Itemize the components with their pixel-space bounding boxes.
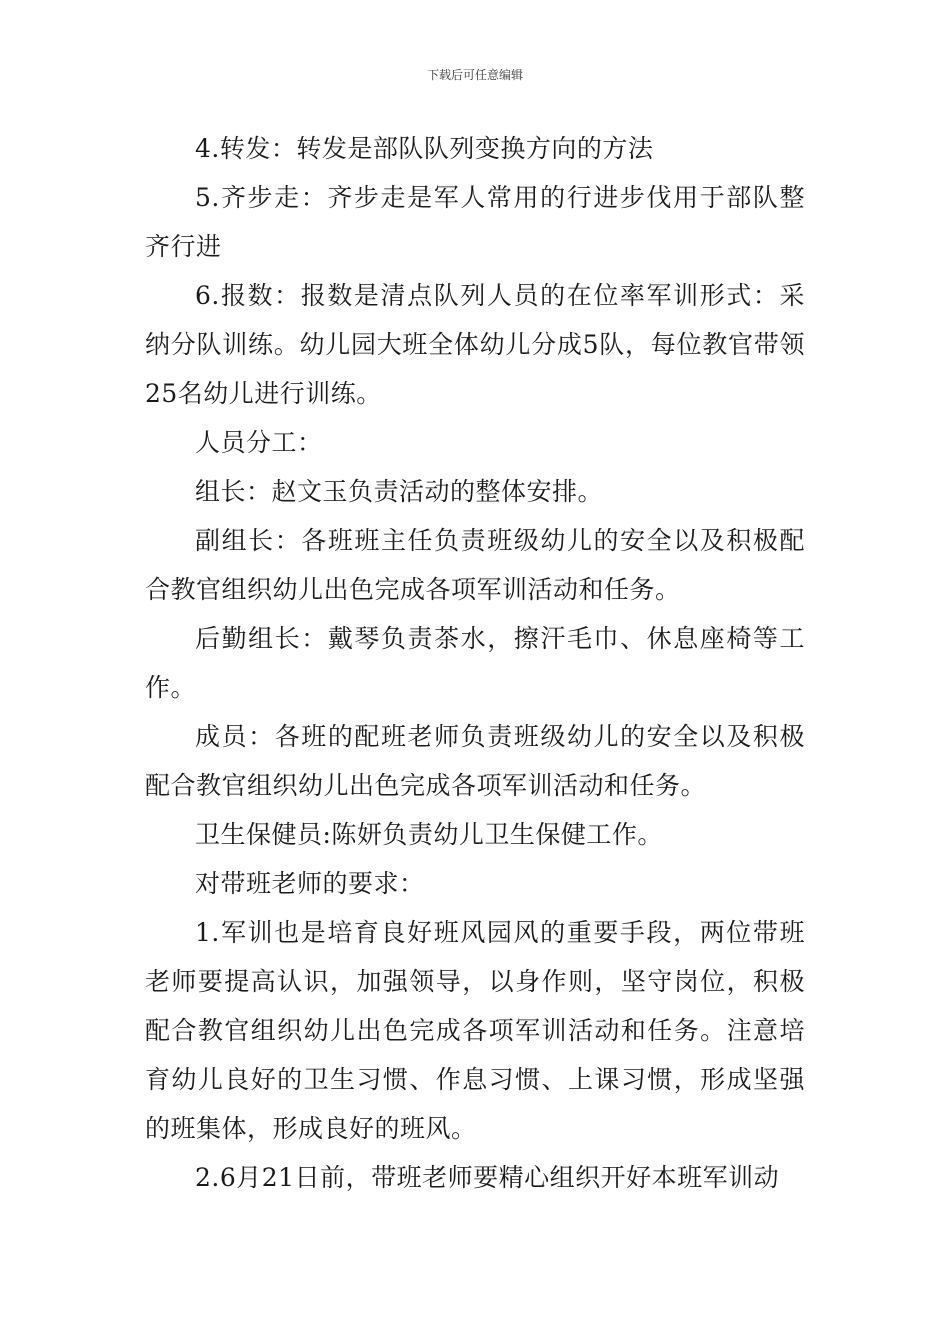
paragraph-turning: 4.转发：转发是部队队列变换方向的方法 (195, 134, 654, 163)
paragraph-requirements-heading: 对带班老师的要求： (195, 869, 425, 898)
paragraph-requirement-2: 2.6月21日前，带班老师要精心组织开好本班军训动 (195, 1163, 780, 1192)
paragraph-logistics-leader: 后勤组长：戴琴负责茶水，擦汗毛巾、休息座椅等工作。 (145, 624, 805, 702)
paragraph-requirement-1: 1.军训也是培育良好班风园风的重要手段，两位带班老师要提高认识，加强领导，以身作则，坚守岗位，积极配合教官组织幼儿出色完成各项军训活动和任务。注意培育幼儿良好的卫生习惯、作息习惯、上课习惯，形成坚强的班集体，形成良好的班风。 (145, 918, 805, 1143)
paragraph-quick-march: 5.齐步走：齐步走是军人常用的行进步伐用于部队整齐行进 (145, 183, 805, 261)
paragraph-count-off: 6.报数：报数是清点队列人员的在位率军训形式：采纳分队训练。幼儿园大班全体幼儿分成5队，每位教官带领25名幼儿进行训练。 (145, 281, 805, 408)
paragraph-group-leader: 组长：赵文玉负责活动的整体安排。 (195, 477, 604, 506)
paragraph-staff-heading: 人员分工： (195, 428, 323, 457)
paragraph-deputy-leader: 副组长：各班班主任负责班级幼儿的安全以及积极配合教官组织幼儿出色完成各项军训活动和任务。 (145, 526, 805, 604)
paragraph-health-worker: 卫生保健员:陈妍负责幼儿卫生保健工作。 (195, 820, 663, 849)
document-body (145, 124, 805, 1202)
paragraph-members: 成员：各班的配班老师负责班级幼儿的安全以及积极配合教官组织幼儿出色完成各项军训活动和任务。 (145, 722, 805, 800)
page-header: 下载后可任意编辑 (426, 68, 523, 82)
